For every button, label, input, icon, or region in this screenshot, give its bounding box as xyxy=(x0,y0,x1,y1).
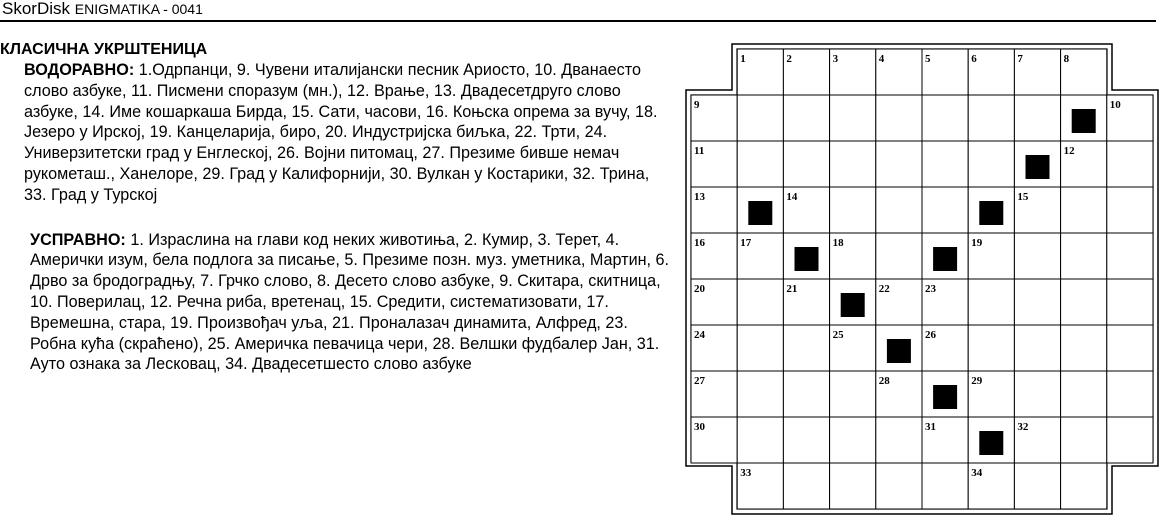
grid-cell[interactable] xyxy=(1014,325,1060,371)
clue-number: 10 xyxy=(1109,99,1121,111)
grid-cell[interactable] xyxy=(968,141,1014,187)
grid-cell[interactable] xyxy=(1107,417,1153,463)
grid-cell[interactable] xyxy=(830,95,876,141)
grid-cell[interactable] xyxy=(830,417,876,463)
grid-cell[interactable] xyxy=(830,141,876,187)
black-square xyxy=(748,201,772,225)
grid-cell[interactable] xyxy=(737,371,783,417)
grid-cell[interactable] xyxy=(737,417,783,463)
clue-number: 20 xyxy=(694,283,705,295)
grid-cell[interactable] xyxy=(737,325,783,371)
clue-number: 8 xyxy=(1063,53,1070,65)
grid-cell[interactable] xyxy=(1061,279,1107,325)
clue-number: 26 xyxy=(925,329,936,341)
black-square xyxy=(933,247,957,271)
grid-cell[interactable] xyxy=(1061,371,1107,417)
grid-cell[interactable] xyxy=(876,95,922,141)
grid-cell[interactable] xyxy=(876,417,922,463)
clue-number: 13 xyxy=(694,191,705,203)
grid-cell[interactable] xyxy=(1061,187,1107,233)
grid-cell[interactable] xyxy=(876,187,922,233)
grid-cell[interactable] xyxy=(1061,417,1107,463)
grid-cell[interactable] xyxy=(968,95,1014,141)
black-square xyxy=(841,293,865,317)
clue-number: 12 xyxy=(1063,145,1075,157)
grid-cell[interactable] xyxy=(1061,233,1107,279)
grid-cell[interactable] xyxy=(968,279,1014,325)
grid-cell[interactable] xyxy=(1107,141,1153,187)
clue-number: 9 xyxy=(694,99,700,111)
grid-cell[interactable] xyxy=(1107,187,1153,233)
grid-cell[interactable] xyxy=(783,95,829,141)
clue-number: 14 xyxy=(786,191,798,203)
grid-cell[interactable] xyxy=(876,233,922,279)
clue-number: 3 xyxy=(832,53,839,65)
grid-cell[interactable] xyxy=(783,141,829,187)
clue-number: 31 xyxy=(925,421,936,433)
clue-number: 34 xyxy=(971,467,983,479)
clue-number: 18 xyxy=(832,237,844,249)
clue-number: 7 xyxy=(1017,53,1023,65)
black-square xyxy=(933,385,957,409)
grid-cell[interactable] xyxy=(1061,325,1107,371)
black-square xyxy=(979,431,1003,455)
grid-cell[interactable] xyxy=(922,463,968,509)
puzzle-title: КЛАСИЧНА УКРШТЕНИЦА xyxy=(0,41,208,58)
grid-cell[interactable] xyxy=(922,95,968,141)
grid-cell[interactable] xyxy=(968,325,1014,371)
grid-cell[interactable] xyxy=(1107,279,1153,325)
down-text: 1. Израслина на глави код неких животиња, 2. Кумир, 3. Терет, 4. Амерички изум, бела подлога за писање, 5. Презиме позн. муз. уметника, Мартин, 6. Дрво за бродоградњу, 7. Грчко слово, 8. Десето слово азбуке, 9. Скитара, скитница, 10. Поверилац, 12. Речна риба, вретенац, 15. Средити, систематизовати, 17. Времешна, стара, 19. Произвођач уља, 21. Проналазач динамита, Алфред, 23. Робна кућа (скраћено), 25. Америчка певачица чери, 28. Велшки фудбалер Јан, 31. Ауто ознака за Лесковац, 34. Двадесетшесто слово азбуке xyxy=(30,230,670,374)
clue-number: 5 xyxy=(925,53,931,65)
clue-number: 1 xyxy=(740,53,746,65)
grid-cell[interactable] xyxy=(830,371,876,417)
grid-cell[interactable] xyxy=(1014,371,1060,417)
clue-number: 24 xyxy=(694,329,705,341)
black-square xyxy=(887,339,911,363)
grid-cell[interactable] xyxy=(783,325,829,371)
grid-cell[interactable] xyxy=(1107,233,1153,279)
across-text: 1.Одрпанци, 9. Чувени италијански песник Ариосто, 10. Дванаесто слово азбуке, 11. Писмени споразум (мн.), 12. Врање, 13. Двадесетдруго слово азбуке, 14. Име кошаркаша Бирда, 15. Сати, часови, 16. Коњска опрема за вучу, 18. Језеро у Ирској, 19. Канцеларија, биро, 20. Индустријска биљка, 22. Трти, 24. Универзитетски град у Енглеској, 26. Војни питомац, 27. Презиме бивше немач рукометаш., Ханелоре, 29. Град у Калифорнији, 30. Вулкан у Костарики, 32. Трина, 33. Град у Турској xyxy=(24,61,658,204)
grid-cell[interactable] xyxy=(1014,233,1060,279)
grid-cell[interactable] xyxy=(783,417,829,463)
clue-number: 23 xyxy=(925,283,936,295)
grid-cell[interactable] xyxy=(783,371,829,417)
grid-cell[interactable] xyxy=(830,187,876,233)
down-label: УСПРАВНО: xyxy=(30,230,126,249)
grid-cell[interactable] xyxy=(1014,463,1060,509)
black-square xyxy=(979,201,1003,225)
grid-cell[interactable] xyxy=(737,279,783,325)
grid-cell[interactable] xyxy=(1014,95,1060,141)
clue-number: 6 xyxy=(971,53,977,65)
clue-number: 32 xyxy=(1017,421,1029,433)
brand-name: SkorDisk xyxy=(2,0,71,18)
grid-cell[interactable] xyxy=(737,95,783,141)
clue-number: 16 xyxy=(694,237,705,249)
grid-cell[interactable] xyxy=(876,141,922,187)
clue-number: 27 xyxy=(694,375,705,387)
clue-number: 2 xyxy=(786,53,792,65)
clue-number: 30 xyxy=(694,421,705,433)
grid-cell[interactable] xyxy=(1014,279,1060,325)
grid-cell[interactable] xyxy=(922,141,968,187)
clue-number: 15 xyxy=(1017,191,1029,203)
clue-number: 28 xyxy=(878,375,890,387)
grid-cell[interactable] xyxy=(1107,371,1153,417)
grid-cell[interactable] xyxy=(783,463,829,509)
clue-number: 25 xyxy=(832,329,844,341)
grid-cell[interactable] xyxy=(830,463,876,509)
clue-number: 17 xyxy=(740,237,752,249)
black-square xyxy=(795,247,819,271)
clue-number: 33 xyxy=(740,467,752,479)
grid-cell[interactable] xyxy=(922,187,968,233)
clue-number: 11 xyxy=(694,145,705,157)
clue-number: 21 xyxy=(786,283,798,295)
grid-cell[interactable] xyxy=(1061,463,1107,509)
puzzle-code: ENIGMATIKA - 0041 xyxy=(74,1,203,17)
clue-number: 4 xyxy=(878,53,885,65)
across-label: ВОДОРАВНО: xyxy=(24,61,135,79)
black-square xyxy=(1072,109,1096,133)
grid-cell[interactable] xyxy=(1107,325,1153,371)
grid-cell[interactable] xyxy=(876,463,922,509)
grid-cell[interactable] xyxy=(737,141,783,187)
black-square xyxy=(1026,155,1050,179)
clue-number: 22 xyxy=(878,283,890,295)
clue-number: 19 xyxy=(971,237,983,249)
clue-number: 29 xyxy=(971,375,983,387)
